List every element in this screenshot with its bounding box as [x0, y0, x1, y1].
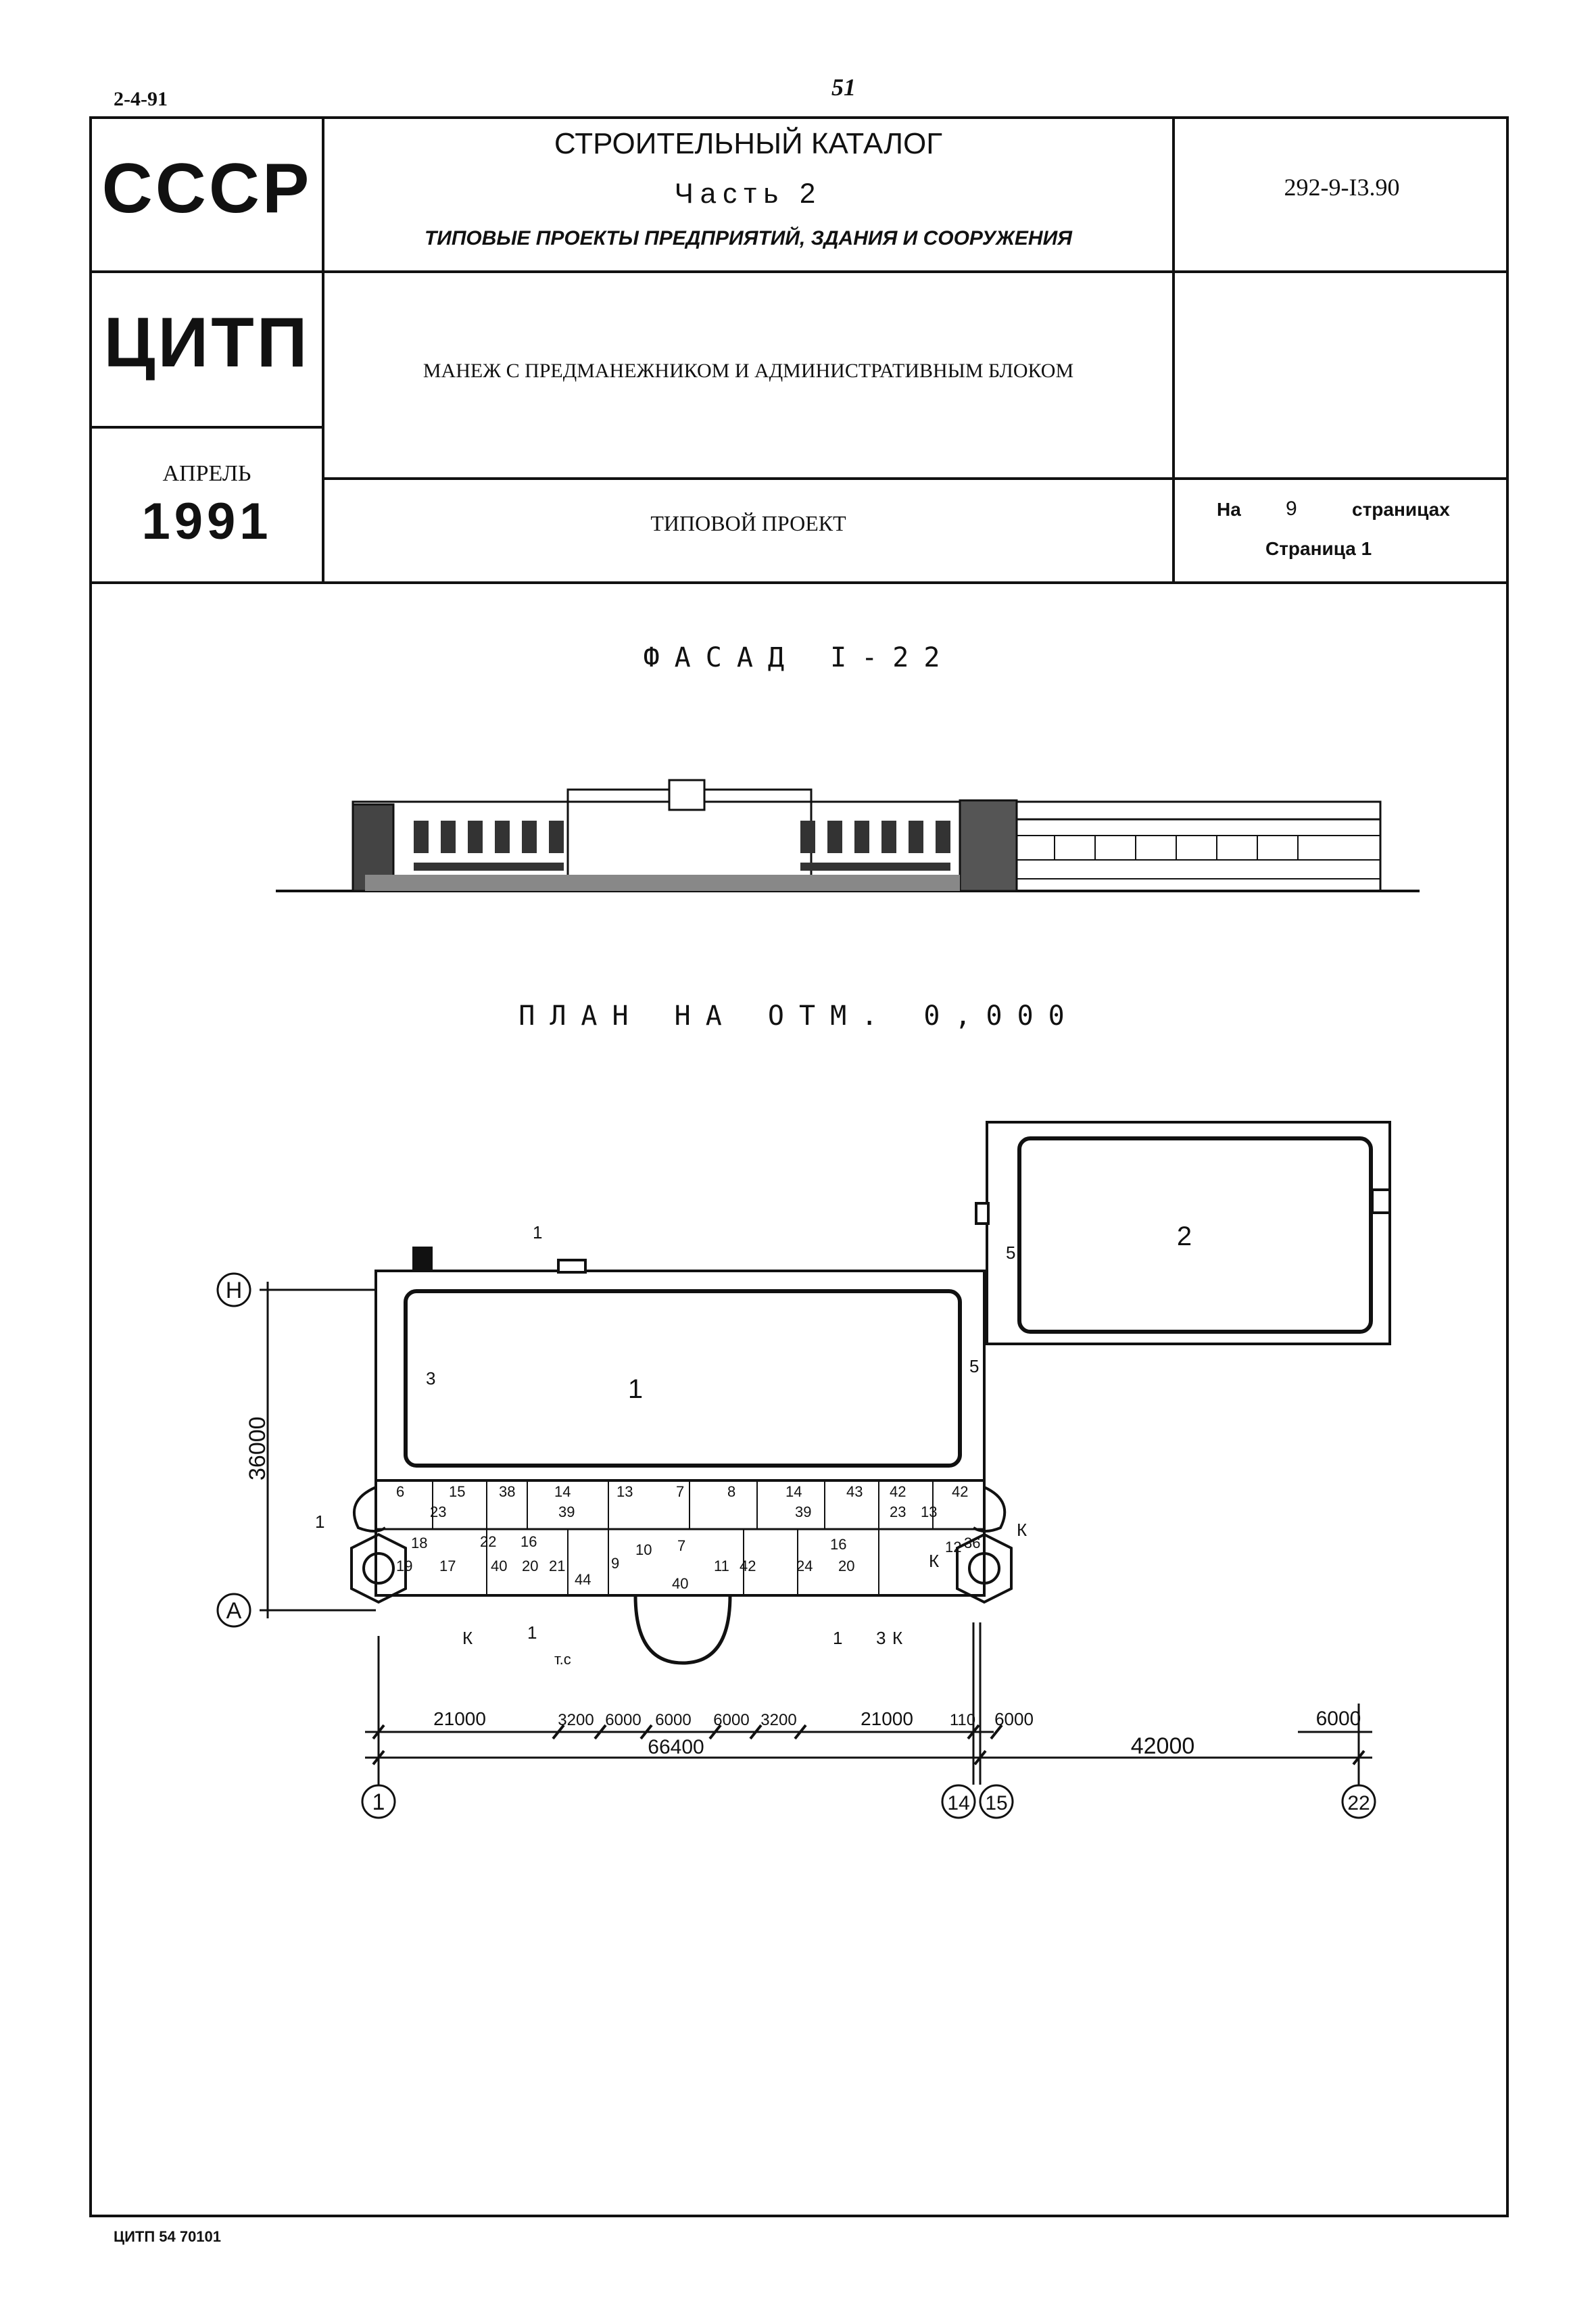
dim-bottom-6: 21000: [861, 1708, 913, 1729]
section-mark-8: К: [892, 1628, 903, 1648]
room-label-11: 11: [714, 1558, 729, 1574]
dim-bottom-7: 110: [949, 1711, 976, 1729]
room-label-9: 9: [611, 1555, 620, 1572]
axis-label-14: 14: [947, 1792, 970, 1814]
plan-title: ПЛАН НА ОТМ. 0,000: [518, 1000, 1080, 1032]
room-label-8: 8: [727, 1483, 736, 1500]
room-label-7: 7: [676, 1483, 685, 1500]
dimension-lines: [218, 1274, 1375, 1818]
room-label-24: 24: [796, 1558, 813, 1574]
room-label-20b: 20: [838, 1558, 855, 1574]
room-label-39b: 39: [795, 1503, 812, 1520]
room-label-14a: 14: [554, 1483, 571, 1500]
room-label-5b: 5: [1006, 1243, 1016, 1263]
section-mark-4: 1: [833, 1628, 843, 1648]
dim-bottom-8: 6000: [994, 1709, 1034, 1729]
dimension-height: 36000: [245, 1416, 270, 1480]
room-label-18: 18: [411, 1535, 428, 1551]
room-label-42c: 42: [740, 1558, 756, 1574]
room-label-40a: 40: [491, 1558, 508, 1574]
room-label-12: 12: [945, 1539, 962, 1555]
room-label-36: 36: [964, 1535, 981, 1551]
room-label-7b: 7: [677, 1537, 686, 1554]
axis-label-h: Н: [225, 1278, 243, 1303]
axis-label-1: 1: [372, 1789, 385, 1815]
axis-label-15: 15: [985, 1792, 1008, 1814]
issue-month: АПРЕЛЬ: [162, 461, 251, 486]
dim-bottom-0: 21000: [433, 1708, 486, 1729]
facade-elevation: [276, 780, 1420, 891]
room-label-10: 10: [635, 1541, 652, 1558]
dim-total-left: 66400: [648, 1736, 704, 1758]
room-label-3: 3: [426, 1368, 436, 1389]
org-citp: ЦИТП: [103, 304, 310, 382]
document-code-top: 2-4-91: [114, 88, 168, 110]
room-label-20a: 20: [522, 1558, 539, 1574]
room-label-13b: 13: [921, 1503, 938, 1520]
pages-count: 9: [1286, 498, 1297, 520]
room-label-17: 17: [439, 1558, 456, 1574]
room-label-19: 19: [396, 1558, 413, 1574]
section-mark-7: 3: [876, 1628, 886, 1648]
project-type: ТИПОВОЙ ПРОЕКТ: [650, 511, 846, 535]
dim-right-bay: 6000: [1315, 1708, 1361, 1730]
section-mark-10: К: [929, 1551, 940, 1571]
axis-label-22: 22: [1347, 1792, 1370, 1814]
issue-year: 1991: [141, 493, 272, 550]
room-label-16b: 16: [830, 1536, 847, 1553]
room-label-15: 15: [449, 1483, 466, 1500]
org-ussr: СССР: [101, 149, 312, 228]
room-label-23b: 23: [890, 1503, 906, 1520]
dim-total-right: 42000: [1130, 1733, 1195, 1759]
room-label-38: 38: [499, 1483, 516, 1500]
dim-bottom-1: 3200: [558, 1711, 594, 1729]
dim-bottom-4: 6000: [713, 1711, 750, 1729]
project-name: МАНЕЖ С ПРЕДМАНЕЖНИКОМ И АДМИНИСТРАТИВНЫМ БЛОКОМ: [422, 360, 1074, 382]
room-label-2: 2: [1176, 1222, 1192, 1251]
section-mark-9: К: [1017, 1520, 1027, 1540]
room-label-42a: 42: [890, 1483, 906, 1500]
section-mark-5: т.с: [554, 1651, 571, 1668]
room-label-1: 1: [627, 1374, 644, 1404]
axis-label-a: А: [226, 1598, 242, 1624]
pages-suffix: страницах: [1352, 499, 1450, 520]
room-label-22: 22: [480, 1533, 497, 1550]
room-label-6: 6: [396, 1483, 405, 1500]
dim-bottom-5: 3200: [760, 1711, 797, 1729]
section-mark-6: 1: [315, 1512, 325, 1532]
project-code: 292-9-I3.90: [1284, 174, 1400, 201]
section-mark-2: 1: [527, 1622, 537, 1643]
room-label-23a: 23: [430, 1503, 447, 1520]
room-label-5a: 5: [969, 1356, 980, 1376]
section-mark-3: К: [462, 1628, 473, 1648]
room-label-43: 43: [846, 1483, 863, 1500]
catalog-part: Часть 2: [674, 177, 823, 209]
room-label-14b: 14: [785, 1483, 802, 1500]
room-label-21: 21: [549, 1558, 566, 1574]
pages-prefix: На: [1217, 499, 1241, 520]
page-of-label: Страница 1: [1265, 538, 1372, 559]
catalog-title: СТРОИТЕЛЬНЫЙ КАТАЛОГ: [554, 127, 943, 160]
dim-bottom-2: 6000: [605, 1711, 642, 1729]
room-label-40b: 40: [672, 1575, 689, 1592]
dim-bottom-3: 6000: [655, 1711, 692, 1729]
room-label-44: 44: [575, 1571, 591, 1588]
facade-title: ФАСАД I-22: [643, 642, 955, 673]
room-label-42b: 42: [952, 1483, 969, 1500]
room-label-16a: 16: [521, 1533, 537, 1550]
footer-code: ЦИТП 54 70101: [114, 2228, 222, 2245]
floor-plan: [352, 1122, 1390, 1663]
catalog-subtitle: ТИПОВЫЕ ПРОЕКТЫ ПРЕДПРИЯТИЙ, ЗДАНИЯ И СООРУЖЕНИЯ: [424, 227, 1073, 249]
room-label-39a: 39: [558, 1503, 575, 1520]
page-number: 51: [831, 74, 856, 101]
room-label-13: 13: [616, 1483, 633, 1500]
section-mark-1: 1: [533, 1222, 543, 1243]
